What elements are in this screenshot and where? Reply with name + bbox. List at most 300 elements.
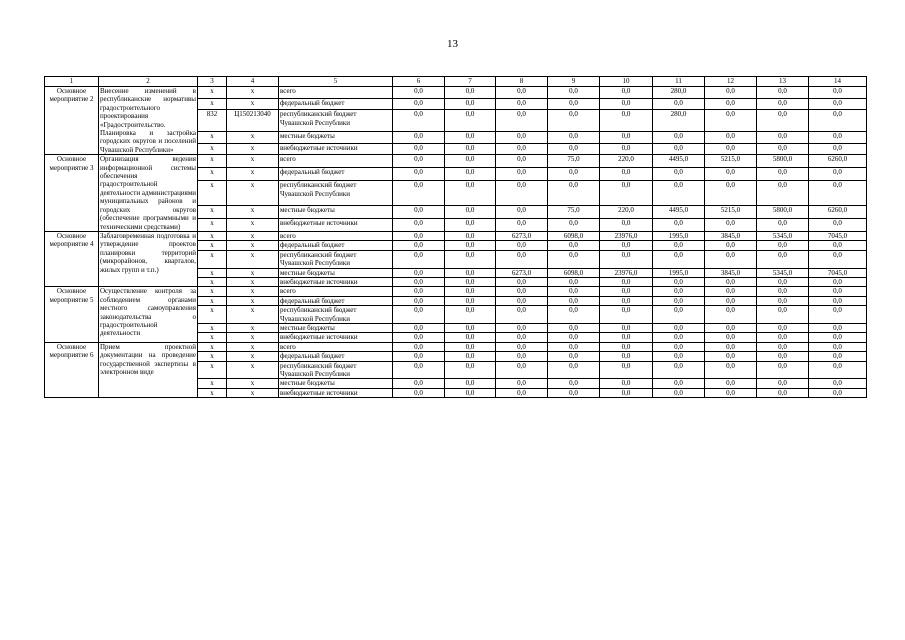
event-label: Основное мероприятие 2 bbox=[45, 87, 99, 155]
target-article-cell: x bbox=[227, 205, 279, 218]
value-cell: 0,0 bbox=[393, 155, 445, 168]
value-cell: 0,0 bbox=[393, 287, 445, 296]
value-cell: 0,0 bbox=[393, 379, 445, 388]
value-cell: 0,0 bbox=[393, 241, 445, 250]
value-cell: 0,0 bbox=[653, 323, 705, 332]
value-cell: 0,0 bbox=[393, 277, 445, 286]
value-cell: 5345,0 bbox=[757, 231, 809, 240]
value-cell: 0,0 bbox=[705, 323, 757, 332]
value-cell: 0,0 bbox=[653, 181, 705, 206]
table-row bbox=[45, 231, 867, 240]
value-cell: 0,0 bbox=[600, 168, 653, 181]
value-cell: 0,0 bbox=[653, 287, 705, 296]
value-cell: 0,0 bbox=[445, 110, 496, 132]
table-row bbox=[45, 287, 867, 296]
value-cell: 5215,0 bbox=[705, 155, 757, 168]
event-title: Организация ведения информационной системы обеспечения градостроительной деятельности администрациями муниципальных районов и городских округов (обеспечение программными и техническими средствами) bbox=[100, 155, 196, 231]
value-cell: 0,0 bbox=[653, 250, 705, 268]
column-header-13: 13 bbox=[757, 77, 809, 87]
value-cell: 0,0 bbox=[809, 342, 867, 351]
funding-source-cell: федеральный бюджет bbox=[279, 98, 393, 110]
value-cell: 0,0 bbox=[757, 143, 809, 155]
target-article-cell: x bbox=[227, 87, 279, 99]
value-cell: 0,0 bbox=[600, 241, 653, 250]
value-cell: 0,0 bbox=[548, 98, 600, 110]
header-row bbox=[45, 77, 867, 87]
value-cell: 0,0 bbox=[445, 168, 496, 181]
value-cell: 0,0 bbox=[548, 361, 600, 379]
value-cell: 0,0 bbox=[653, 333, 705, 342]
value-cell: 6273,0 bbox=[496, 231, 548, 240]
value-cell: 3845,0 bbox=[705, 231, 757, 240]
value-cell: 0,0 bbox=[705, 143, 757, 155]
value-cell: 0,0 bbox=[393, 218, 445, 231]
column-header-6: 6 bbox=[393, 77, 445, 87]
value-cell: 0,0 bbox=[705, 132, 757, 144]
funding-source-cell: федеральный бюджет bbox=[279, 168, 393, 181]
value-cell: 0,0 bbox=[705, 241, 757, 250]
value-cell: 0,0 bbox=[445, 277, 496, 286]
target-article-cell: Ц150213040 bbox=[227, 110, 279, 132]
grbs-code-cell: x bbox=[198, 323, 227, 332]
value-cell: 0,0 bbox=[653, 342, 705, 351]
value-cell: 0,0 bbox=[757, 361, 809, 379]
value-cell: 1995,0 bbox=[653, 268, 705, 277]
target-article-cell: x bbox=[227, 333, 279, 342]
value-cell: 0,0 bbox=[548, 241, 600, 250]
value-cell: 0,0 bbox=[809, 352, 867, 361]
value-cell: 0,0 bbox=[757, 333, 809, 342]
value-cell: 0,0 bbox=[705, 352, 757, 361]
column-header-10: 10 bbox=[600, 77, 653, 87]
value-cell: 0,0 bbox=[653, 352, 705, 361]
value-cell: 0,0 bbox=[757, 132, 809, 144]
column-header-11: 11 bbox=[653, 77, 705, 87]
grbs-code-cell: x bbox=[198, 231, 227, 240]
value-cell: 0,0 bbox=[548, 168, 600, 181]
value-cell: 0,0 bbox=[393, 250, 445, 268]
grbs-code-cell: x bbox=[198, 155, 227, 168]
value-cell: 280,0 bbox=[653, 110, 705, 132]
target-article-cell: x bbox=[227, 218, 279, 231]
value-cell: 0,0 bbox=[653, 132, 705, 144]
value-cell: 5800,0 bbox=[757, 205, 809, 218]
value-cell: 0,0 bbox=[600, 388, 653, 397]
value-cell: 0,0 bbox=[653, 379, 705, 388]
funding-source-cell: всего bbox=[279, 231, 393, 240]
value-cell: 0,0 bbox=[393, 132, 445, 144]
value-cell: 0,0 bbox=[600, 143, 653, 155]
value-cell: 23976,0 bbox=[600, 268, 653, 277]
value-cell: 7045,0 bbox=[809, 231, 867, 240]
value-cell: 0,0 bbox=[757, 110, 809, 132]
value-cell: 5800,0 bbox=[757, 155, 809, 168]
value-cell: 0,0 bbox=[548, 132, 600, 144]
value-cell: 0,0 bbox=[600, 296, 653, 305]
funding-source-cell: внебюджетные источники bbox=[279, 277, 393, 286]
table-header bbox=[45, 77, 867, 87]
grbs-code-cell: x bbox=[198, 388, 227, 397]
value-cell: 0,0 bbox=[496, 352, 548, 361]
value-cell: 0,0 bbox=[600, 342, 653, 351]
value-cell: 0,0 bbox=[600, 87, 653, 99]
value-cell: 0,0 bbox=[393, 110, 445, 132]
value-cell: 0,0 bbox=[757, 218, 809, 231]
grbs-code-cell: x bbox=[198, 168, 227, 181]
value-cell: 0,0 bbox=[393, 333, 445, 342]
value-cell: 0,0 bbox=[600, 110, 653, 132]
value-cell: 0,0 bbox=[496, 277, 548, 286]
value-cell: 0,0 bbox=[445, 87, 496, 99]
value-cell: 0,0 bbox=[600, 218, 653, 231]
value-cell: 0,0 bbox=[600, 352, 653, 361]
value-cell: 0,0 bbox=[445, 231, 496, 240]
grbs-code-cell: x bbox=[198, 342, 227, 351]
funding-source-cell: местные бюджеты bbox=[279, 205, 393, 218]
value-cell: 0,0 bbox=[445, 306, 496, 324]
value-cell: 0,0 bbox=[496, 132, 548, 144]
value-cell: 0,0 bbox=[445, 98, 496, 110]
value-cell: 0,0 bbox=[393, 181, 445, 206]
value-cell: 0,0 bbox=[809, 218, 867, 231]
value-cell: 0,0 bbox=[496, 379, 548, 388]
target-article-cell: x bbox=[227, 155, 279, 168]
column-header-3: 3 bbox=[198, 77, 227, 87]
value-cell: 0,0 bbox=[445, 218, 496, 231]
value-cell: 0,0 bbox=[496, 250, 548, 268]
value-cell: 0,0 bbox=[653, 98, 705, 110]
value-cell: 0,0 bbox=[393, 306, 445, 324]
grbs-code-cell: x bbox=[198, 268, 227, 277]
value-cell: 4495,0 bbox=[653, 155, 705, 168]
target-article-cell: x bbox=[227, 132, 279, 144]
value-cell: 0,0 bbox=[496, 342, 548, 351]
value-cell: 0,0 bbox=[445, 342, 496, 351]
funding-source-cell: внебюджетные источники bbox=[279, 218, 393, 231]
value-cell: 0,0 bbox=[653, 306, 705, 324]
value-cell: 0,0 bbox=[757, 323, 809, 332]
funding-source-cell: республиканский бюджет Чувашской Республики bbox=[279, 250, 393, 268]
value-cell: 0,0 bbox=[496, 155, 548, 168]
target-article-cell: x bbox=[227, 181, 279, 206]
value-cell: 0,0 bbox=[445, 388, 496, 397]
funding-source-cell: всего bbox=[279, 287, 393, 296]
value-cell: 0,0 bbox=[600, 379, 653, 388]
value-cell: 0,0 bbox=[705, 287, 757, 296]
value-cell: 0,0 bbox=[393, 361, 445, 379]
value-cell: 0,0 bbox=[496, 296, 548, 305]
column-header-8: 8 bbox=[496, 77, 548, 87]
target-article-cell: x bbox=[227, 379, 279, 388]
value-cell: 0,0 bbox=[496, 241, 548, 250]
value-cell: 0,0 bbox=[445, 143, 496, 155]
value-cell: 0,0 bbox=[496, 333, 548, 342]
funding-source-cell: республиканский бюджет Чувашской Республики bbox=[279, 110, 393, 132]
funding-source-cell: всего bbox=[279, 87, 393, 99]
value-cell: 6098,0 bbox=[548, 231, 600, 240]
grbs-code-cell: x bbox=[198, 287, 227, 296]
value-cell: 0,0 bbox=[600, 333, 653, 342]
value-cell: 0,0 bbox=[653, 143, 705, 155]
value-cell: 0,0 bbox=[809, 250, 867, 268]
funding-source-cell: местные бюджеты bbox=[279, 268, 393, 277]
column-header-9: 9 bbox=[548, 77, 600, 87]
page-number: 13 bbox=[447, 38, 458, 50]
target-article-cell: x bbox=[227, 296, 279, 305]
event-label: Основное мероприятие 3 bbox=[45, 155, 99, 232]
funding-source-cell: всего bbox=[279, 342, 393, 351]
value-cell: 0,0 bbox=[809, 181, 867, 206]
value-cell: 0,0 bbox=[548, 323, 600, 332]
value-cell: 0,0 bbox=[757, 277, 809, 286]
value-cell: 0,0 bbox=[809, 287, 867, 296]
value-cell: 0,0 bbox=[600, 250, 653, 268]
value-cell: 0,0 bbox=[809, 132, 867, 144]
value-cell: 0,0 bbox=[600, 181, 653, 206]
value-cell: 0,0 bbox=[445, 379, 496, 388]
column-header-7: 7 bbox=[445, 77, 496, 87]
value-cell: 0,0 bbox=[653, 277, 705, 286]
value-cell: 0,0 bbox=[705, 110, 757, 132]
value-cell: 0,0 bbox=[548, 181, 600, 206]
value-cell: 0,0 bbox=[705, 388, 757, 397]
value-cell: 0,0 bbox=[809, 323, 867, 332]
value-cell: 0,0 bbox=[600, 287, 653, 296]
value-cell: 0,0 bbox=[548, 342, 600, 351]
funding-source-cell: местные бюджеты bbox=[279, 132, 393, 144]
column-header-12: 12 bbox=[705, 77, 757, 87]
value-cell: 0,0 bbox=[393, 168, 445, 181]
funding-source-cell: республиканский бюджет Чувашской Республики bbox=[279, 361, 393, 379]
value-cell: 0,0 bbox=[653, 241, 705, 250]
value-cell: 0,0 bbox=[496, 218, 548, 231]
value-cell: 0,0 bbox=[809, 98, 867, 110]
value-cell: 0,0 bbox=[653, 361, 705, 379]
value-cell: 0,0 bbox=[600, 132, 653, 144]
value-cell: 0,0 bbox=[757, 379, 809, 388]
column-header-2: 2 bbox=[99, 77, 198, 87]
target-article-cell: x bbox=[227, 352, 279, 361]
table-row bbox=[45, 342, 867, 351]
value-cell: 0,0 bbox=[496, 168, 548, 181]
value-cell: 0,0 bbox=[653, 168, 705, 181]
event-label: Основное мероприятие 4 bbox=[45, 231, 99, 286]
value-cell: 0,0 bbox=[393, 87, 445, 99]
value-cell: 0,0 bbox=[496, 306, 548, 324]
value-cell: 0,0 bbox=[393, 352, 445, 361]
value-cell: 3845,0 bbox=[705, 268, 757, 277]
value-cell: 0,0 bbox=[393, 323, 445, 332]
column-header-1: 1 bbox=[45, 77, 99, 87]
value-cell: 0,0 bbox=[757, 388, 809, 397]
value-cell: 0,0 bbox=[705, 168, 757, 181]
target-article-cell: x bbox=[227, 388, 279, 397]
value-cell: 0,0 bbox=[809, 306, 867, 324]
value-cell: 0,0 bbox=[548, 250, 600, 268]
value-cell: 0,0 bbox=[548, 388, 600, 397]
grbs-code-cell: 832 bbox=[198, 110, 227, 132]
target-article-cell: x bbox=[227, 98, 279, 110]
table-body bbox=[45, 87, 867, 398]
table-row bbox=[45, 87, 867, 99]
event-label: Основное мероприятие 5 bbox=[45, 287, 99, 342]
value-cell: 6260,0 bbox=[809, 205, 867, 218]
event-title: Осуществление контроля за соблюдением органами местного самоуправления законодательства о градостроительной деятельности bbox=[99, 287, 198, 342]
funding-source-cell: внебюджетные источники bbox=[279, 143, 393, 155]
value-cell: 0,0 bbox=[445, 296, 496, 305]
target-article-cell: x bbox=[227, 250, 279, 268]
event-label: Основное мероприятие 6 bbox=[45, 342, 99, 397]
target-article-cell: x bbox=[227, 277, 279, 286]
funding-source-cell: местные бюджеты bbox=[279, 323, 393, 332]
funding-source-cell: республиканский бюджет Чувашской Республики bbox=[279, 306, 393, 324]
value-cell: 0,0 bbox=[600, 277, 653, 286]
target-article-cell: x bbox=[227, 143, 279, 155]
value-cell: 23976,0 bbox=[600, 231, 653, 240]
value-cell: 0,0 bbox=[445, 268, 496, 277]
value-cell: 0,0 bbox=[548, 379, 600, 388]
value-cell: 0,0 bbox=[757, 287, 809, 296]
event-title: Внесение изменений в республиканские нормативы градостроительного проектирования «Градостроительство. Планировка и застройка городских округов и поселений Чувашской Республики» bbox=[100, 87, 196, 154]
target-article-cell: x bbox=[227, 231, 279, 240]
value-cell: 0,0 bbox=[445, 333, 496, 342]
value-cell: 280,0 bbox=[653, 87, 705, 99]
grbs-code-cell: x bbox=[198, 333, 227, 342]
target-article-cell: x bbox=[227, 268, 279, 277]
value-cell: 0,0 bbox=[653, 218, 705, 231]
value-cell: 0,0 bbox=[809, 143, 867, 155]
value-cell: 0,0 bbox=[548, 333, 600, 342]
value-cell: 0,0 bbox=[393, 296, 445, 305]
value-cell: 1995,0 bbox=[653, 231, 705, 240]
value-cell: 0,0 bbox=[705, 181, 757, 206]
event-title: Прием проектной документации на проведение государственной экспертизы в электронном виде bbox=[99, 342, 198, 397]
value-cell: 6098,0 bbox=[548, 268, 600, 277]
grbs-code-cell: x bbox=[198, 143, 227, 155]
funding-source-cell: местные бюджеты bbox=[279, 379, 393, 388]
value-cell: 0,0 bbox=[548, 306, 600, 324]
value-cell: 220,0 bbox=[600, 205, 653, 218]
value-cell: 0,0 bbox=[653, 296, 705, 305]
value-cell: 0,0 bbox=[548, 143, 600, 155]
value-cell: 75,0 bbox=[548, 155, 600, 168]
value-cell: 0,0 bbox=[445, 241, 496, 250]
value-cell: 5215,0 bbox=[705, 205, 757, 218]
value-cell: 0,0 bbox=[496, 87, 548, 99]
value-cell: 220,0 bbox=[600, 155, 653, 168]
target-article-cell: x bbox=[227, 342, 279, 351]
value-cell: 0,0 bbox=[548, 87, 600, 99]
value-cell: 7045,0 bbox=[809, 268, 867, 277]
value-cell: 0,0 bbox=[445, 352, 496, 361]
event-title: Заблаговременная подготовка и утверждение проектов планировки территорий (микрорайонов, кварталов, жилых групп и т.п.) bbox=[99, 231, 198, 286]
target-article-cell: x bbox=[227, 241, 279, 250]
grbs-code-cell: x bbox=[198, 379, 227, 388]
value-cell: 0,0 bbox=[757, 87, 809, 99]
value-cell: 0,0 bbox=[757, 342, 809, 351]
value-cell: 6260,0 bbox=[809, 155, 867, 168]
value-cell: 0,0 bbox=[600, 323, 653, 332]
value-cell: 0,0 bbox=[548, 352, 600, 361]
value-cell: 0,0 bbox=[496, 361, 548, 379]
value-cell: 0,0 bbox=[757, 250, 809, 268]
column-header-4: 4 bbox=[227, 77, 279, 87]
value-cell: 0,0 bbox=[445, 155, 496, 168]
value-cell: 0,0 bbox=[757, 352, 809, 361]
value-cell: 0,0 bbox=[496, 205, 548, 218]
value-cell: 0,0 bbox=[548, 277, 600, 286]
budget-table bbox=[44, 76, 867, 398]
value-cell: 0,0 bbox=[445, 323, 496, 332]
value-cell: 0,0 bbox=[705, 296, 757, 305]
value-cell: 0,0 bbox=[809, 388, 867, 397]
value-cell: 75,0 bbox=[548, 205, 600, 218]
grbs-code-cell: x bbox=[198, 361, 227, 379]
grbs-code-cell: x bbox=[198, 205, 227, 218]
value-cell: 0,0 bbox=[705, 306, 757, 324]
column-header-14: 14 bbox=[809, 77, 867, 87]
table-row bbox=[45, 155, 867, 168]
grbs-code-cell: x bbox=[198, 98, 227, 110]
value-cell: 0,0 bbox=[705, 342, 757, 351]
value-cell: 0,0 bbox=[757, 241, 809, 250]
grbs-code-cell: x bbox=[198, 296, 227, 305]
value-cell: 0,0 bbox=[393, 205, 445, 218]
value-cell: 0,0 bbox=[809, 296, 867, 305]
funding-source-cell: федеральный бюджет bbox=[279, 241, 393, 250]
value-cell: 0,0 bbox=[757, 168, 809, 181]
value-cell: 0,0 bbox=[705, 218, 757, 231]
value-cell: 0,0 bbox=[809, 241, 867, 250]
value-cell: 0,0 bbox=[809, 168, 867, 181]
value-cell: 0,0 bbox=[705, 333, 757, 342]
value-cell: 0,0 bbox=[600, 361, 653, 379]
target-article-cell: x bbox=[227, 306, 279, 324]
target-article-cell: x bbox=[227, 323, 279, 332]
funding-source-cell: внебюджетные источники bbox=[279, 388, 393, 397]
value-cell: 0,0 bbox=[445, 361, 496, 379]
value-cell: 0,0 bbox=[757, 306, 809, 324]
value-cell: 0,0 bbox=[809, 361, 867, 379]
value-cell: 0,0 bbox=[809, 87, 867, 99]
grbs-code-cell: x bbox=[198, 132, 227, 144]
grbs-code-cell: x bbox=[198, 218, 227, 231]
value-cell: 0,0 bbox=[705, 379, 757, 388]
value-cell: 0,0 bbox=[600, 306, 653, 324]
value-cell: 0,0 bbox=[809, 277, 867, 286]
value-cell: 0,0 bbox=[705, 361, 757, 379]
funding-source-cell: республиканский бюджет Чувашской Республики bbox=[279, 181, 393, 206]
column-header-5: 5 bbox=[279, 77, 393, 87]
funding-source-cell: внебюджетные источники bbox=[279, 333, 393, 342]
funding-source-cell: федеральный бюджет bbox=[279, 352, 393, 361]
value-cell: 0,0 bbox=[757, 181, 809, 206]
value-cell: 0,0 bbox=[705, 98, 757, 110]
funding-source-cell: федеральный бюджет bbox=[279, 296, 393, 305]
value-cell: 0,0 bbox=[496, 98, 548, 110]
value-cell: 0,0 bbox=[393, 342, 445, 351]
target-article-cell: x bbox=[227, 168, 279, 181]
grbs-code-cell: x bbox=[198, 181, 227, 206]
value-cell: 0,0 bbox=[757, 296, 809, 305]
value-cell: 0,0 bbox=[496, 287, 548, 296]
value-cell: 0,0 bbox=[705, 250, 757, 268]
value-cell: 0,0 bbox=[809, 379, 867, 388]
value-cell: 0,0 bbox=[393, 98, 445, 110]
value-cell: 0,0 bbox=[757, 98, 809, 110]
value-cell: 0,0 bbox=[496, 323, 548, 332]
value-cell: 0,0 bbox=[445, 205, 496, 218]
